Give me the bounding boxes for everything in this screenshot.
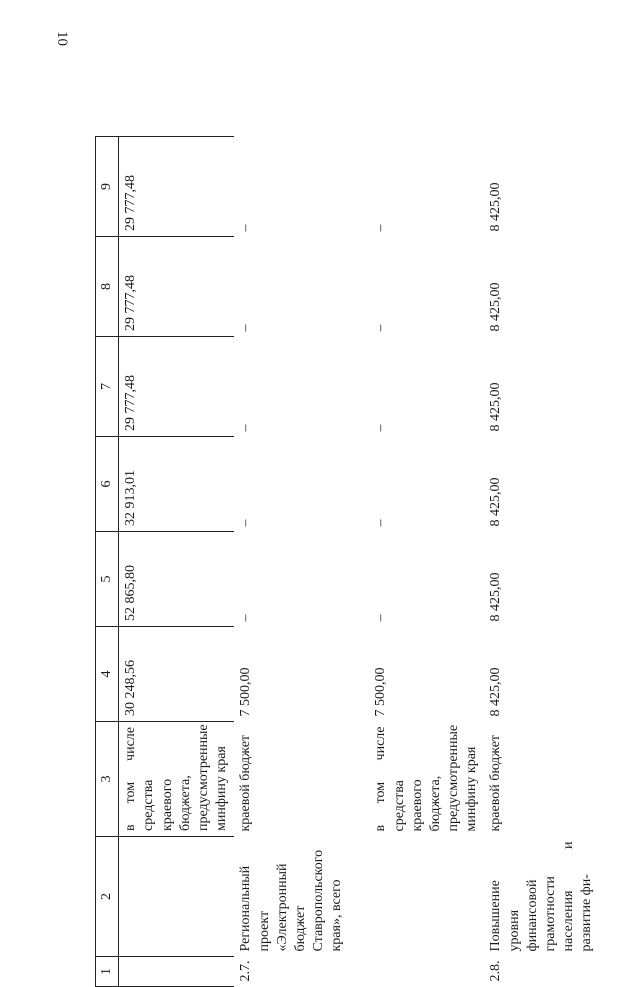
row-source: краевой бюджет <box>488 734 504 832</box>
row-name: Региональный проект «Электронный бюджет Ставропольского края», всего <box>238 849 345 952</box>
header-cell: 7 <box>96 337 119 437</box>
header-cell: 5 <box>96 532 119 627</box>
row-value: – <box>373 224 389 232</box>
row-value: – <box>373 614 389 622</box>
row-value: – <box>373 424 389 432</box>
row-value: 8 425,00 <box>488 667 504 717</box>
budget-table-region <box>95 137 615 987</box>
row-name <box>369 837 484 957</box>
row-value: 32 913,01 <box>119 437 235 532</box>
row-value: – <box>238 224 254 232</box>
header-cell: 3 <box>96 722 119 837</box>
row-value: 8 425,00 <box>488 572 504 622</box>
header-cell: 8 <box>96 237 119 337</box>
row-value: 7 500,00 <box>238 667 254 717</box>
table-row <box>234 137 369 987</box>
header-cell: 4 <box>96 627 119 722</box>
row-source: в том числе средства краевого бюджета, предусмотренные минфину края <box>373 724 480 832</box>
table-row <box>484 137 604 987</box>
row-number: 2.7. <box>238 960 254 982</box>
header-cell: 1 <box>96 957 119 987</box>
row-value: 8 425,00 <box>488 182 504 232</box>
row-name: Повышение уровня финансовой грамотности населения и развитие фи- <box>488 841 595 952</box>
row-source: в том числе средства краевого бюджета, предусмотренные минфину края <box>119 722 235 837</box>
row-number <box>119 957 235 987</box>
header-cell: 6 <box>96 437 119 532</box>
row-value: – <box>238 614 254 622</box>
header-row <box>96 137 119 987</box>
row-value: 8 425,00 <box>488 382 504 432</box>
row-value: – <box>238 424 254 432</box>
row-value: 8 425,00 <box>488 282 504 332</box>
row-value: 29 777,48 <box>119 237 235 337</box>
row-value: – <box>238 324 254 332</box>
row-source: краевой бюджет <box>238 734 254 832</box>
row-value: – <box>238 519 254 527</box>
row-number: 2.8. <box>488 960 504 982</box>
page-number: 10 <box>54 31 70 46</box>
row-value: 29 777,48 <box>119 137 235 237</box>
row-value: 52 865,80 <box>119 532 235 627</box>
table-row <box>119 137 235 987</box>
table-row <box>369 137 484 987</box>
header-cell: 9 <box>96 137 119 237</box>
row-value: 30 248,56 <box>119 627 235 722</box>
row-number <box>369 957 484 987</box>
budget-table <box>95 136 604 987</box>
row-value: 8 425,00 <box>488 477 504 527</box>
header-cell: 2 <box>96 837 119 957</box>
row-value: 7 500,00 <box>373 667 389 717</box>
row-value: – <box>373 324 389 332</box>
row-value: – <box>373 519 389 527</box>
row-value: 29 777,48 <box>119 337 235 437</box>
row-name <box>119 837 235 957</box>
